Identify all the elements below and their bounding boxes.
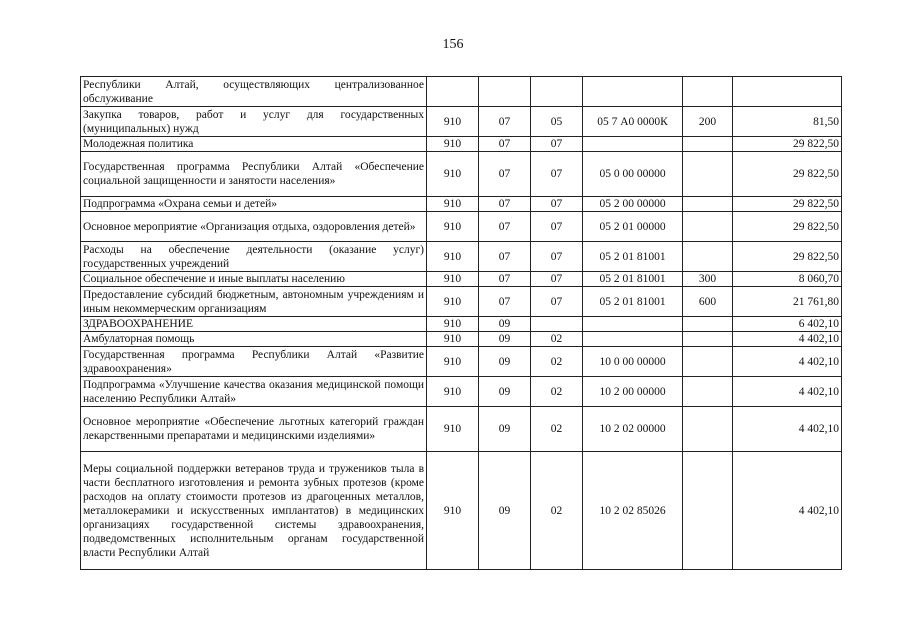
row-name: ЗДРАВООХРАНЕНИЕ [81, 317, 427, 332]
grbs-cell [427, 77, 479, 107]
section-cell: 09 [479, 332, 531, 347]
grbs-cell: 910 [427, 152, 479, 197]
expense-type-cell [683, 347, 733, 377]
table-row [81, 242, 842, 272]
amount-cell: 4 402,10 [733, 332, 842, 347]
target-article-cell: 10 2 00 00000 [583, 377, 683, 407]
grbs-cell: 910 [427, 137, 479, 152]
row-name: Амбулаторная помощь [81, 332, 427, 347]
row-name: Основное мероприятие «Организация отдыха, оздоровления детей» [81, 212, 427, 242]
amount-cell [733, 77, 842, 107]
amount-cell: 4 402,10 [733, 347, 842, 377]
target-article-cell: 10 2 02 00000 [583, 407, 683, 452]
grbs-cell: 910 [427, 287, 479, 317]
grbs-cell: 910 [427, 407, 479, 452]
expense-type-cell: 300 [683, 272, 733, 287]
expense-type-cell [683, 197, 733, 212]
amount-cell: 29 822,50 [733, 212, 842, 242]
section-cell: 07 [479, 197, 531, 212]
table-row [81, 152, 842, 197]
subsection-cell: 07 [531, 137, 583, 152]
expense-type-cell [683, 242, 733, 272]
grbs-cell: 910 [427, 317, 479, 332]
expense-type-cell [683, 377, 733, 407]
row-name: Подпрограмма «Улучшение качества оказания медицинской помощи населению Республики Алтай» [81, 377, 427, 407]
row-name: Предоставление субсидий бюджетным, автономным учреждениям и иным некоммерческим организациям [81, 287, 427, 317]
table-row [81, 332, 842, 347]
expense-type-cell [683, 407, 733, 452]
table-row [81, 452, 842, 570]
table-row [81, 407, 842, 452]
section-cell: 07 [479, 107, 531, 137]
target-article-cell: 05 7 А0 0000К [583, 107, 683, 137]
subsection-cell: 07 [531, 242, 583, 272]
row-name: Основное мероприятие «Обеспечение льготных категорий граждан лекарственными препаратами и медицинскими изделиями» [81, 407, 427, 452]
section-cell: 07 [479, 152, 531, 197]
grbs-cell: 910 [427, 197, 479, 212]
table-row [81, 77, 842, 107]
subsection-cell: 07 [531, 152, 583, 197]
row-name: Государственная программа Республики Алтай «Развитие здравоохранения» [81, 347, 427, 377]
subsection-cell: 02 [531, 407, 583, 452]
target-article-cell: 10 0 00 00000 [583, 347, 683, 377]
amount-cell: 29 822,50 [733, 137, 842, 152]
row-name: Закупка товаров, работ и услуг для государственных (муниципальных) нужд [81, 107, 427, 137]
table-row [81, 317, 842, 332]
amount-cell: 4 402,10 [733, 452, 842, 570]
budget-table [80, 76, 842, 570]
subsection-cell: 02 [531, 377, 583, 407]
subsection-cell [531, 317, 583, 332]
target-article-cell: 05 2 01 81001 [583, 272, 683, 287]
expense-type-cell: 600 [683, 287, 733, 317]
table-row [81, 212, 842, 242]
target-article-cell: 05 0 00 00000 [583, 152, 683, 197]
expense-type-cell: 200 [683, 107, 733, 137]
amount-cell: 29 822,50 [733, 242, 842, 272]
grbs-cell: 910 [427, 452, 479, 570]
section-cell [479, 77, 531, 107]
row-name: Государственная программа Республики Алтай «Обеспечение социальной защищенности и занятости населения» [81, 152, 427, 197]
section-cell: 09 [479, 377, 531, 407]
target-article-cell [583, 317, 683, 332]
table-row [81, 272, 842, 287]
amount-cell: 29 822,50 [733, 197, 842, 212]
section-cell: 07 [479, 137, 531, 152]
table-row [81, 347, 842, 377]
expense-type-cell [683, 152, 733, 197]
subsection-cell: 02 [531, 347, 583, 377]
row-name: Расходы на обеспечение деятельности (оказание услуг) государственных учреждений [81, 242, 427, 272]
grbs-cell: 910 [427, 212, 479, 242]
expense-type-cell [683, 452, 733, 570]
target-article-cell: 05 2 00 00000 [583, 197, 683, 212]
target-article-cell: 10 2 02 85026 [583, 452, 683, 570]
expense-type-cell [683, 77, 733, 107]
grbs-cell: 910 [427, 347, 479, 377]
expense-type-cell [683, 317, 733, 332]
section-cell: 07 [479, 212, 531, 242]
grbs-cell: 910 [427, 377, 479, 407]
row-name: Молодежная политика [81, 137, 427, 152]
subsection-cell: 02 [531, 452, 583, 570]
grbs-cell: 910 [427, 242, 479, 272]
subsection-cell: 07 [531, 287, 583, 317]
row-name: Меры социальной поддержки ветеранов труда и тружеников тыла в части бесплатного изготовления и ремонта зубных протезов (кроме расходов на оплату стоимости протезов из драгоценных металлов, металлокерамики и искусственных имплантатов) в медицинских организациях государственной системы здравоохранения, подведомственных исполнительным органам государственной власти Республики Алтай [81, 452, 427, 570]
expense-type-cell [683, 212, 733, 242]
target-article-cell [583, 332, 683, 347]
grbs-cell: 910 [427, 107, 479, 137]
table-row [81, 107, 842, 137]
amount-cell: 29 822,50 [733, 152, 842, 197]
section-cell: 09 [479, 317, 531, 332]
section-cell: 09 [479, 452, 531, 570]
section-cell: 09 [479, 407, 531, 452]
subsection-cell: 07 [531, 272, 583, 287]
subsection-cell: 07 [531, 212, 583, 242]
amount-cell: 4 402,10 [733, 407, 842, 452]
row-name: Социальное обеспечение и иные выплаты населению [81, 272, 427, 287]
subsection-cell: 07 [531, 197, 583, 212]
amount-cell: 4 402,10 [733, 377, 842, 407]
subsection-cell: 05 [531, 107, 583, 137]
amount-cell: 21 761,80 [733, 287, 842, 317]
expense-type-cell [683, 137, 733, 152]
table-row [81, 137, 842, 152]
table-row [81, 287, 842, 317]
target-article-cell: 05 2 01 81001 [583, 287, 683, 317]
page-number: 156 [442, 37, 464, 52]
table-row [81, 377, 842, 407]
grbs-cell: 910 [427, 272, 479, 287]
grbs-cell: 910 [427, 332, 479, 347]
row-name: Республики Алтай, осуществляющих централизованное обслуживание [81, 77, 427, 107]
target-article-cell [583, 77, 683, 107]
amount-cell: 81,50 [733, 107, 842, 137]
section-cell: 07 [479, 242, 531, 272]
expense-type-cell [683, 332, 733, 347]
section-cell: 09 [479, 347, 531, 377]
amount-cell: 8 060,70 [733, 272, 842, 287]
section-cell: 07 [479, 272, 531, 287]
section-cell: 07 [479, 287, 531, 317]
target-article-cell [583, 137, 683, 152]
amount-cell: 6 402,10 [733, 317, 842, 332]
target-article-cell: 05 2 01 81001 [583, 242, 683, 272]
subsection-cell: 02 [531, 332, 583, 347]
row-name: Подпрограмма «Охрана семьи и детей» [81, 197, 427, 212]
target-article-cell: 05 2 01 00000 [583, 212, 683, 242]
subsection-cell [531, 77, 583, 107]
table-row [81, 197, 842, 212]
